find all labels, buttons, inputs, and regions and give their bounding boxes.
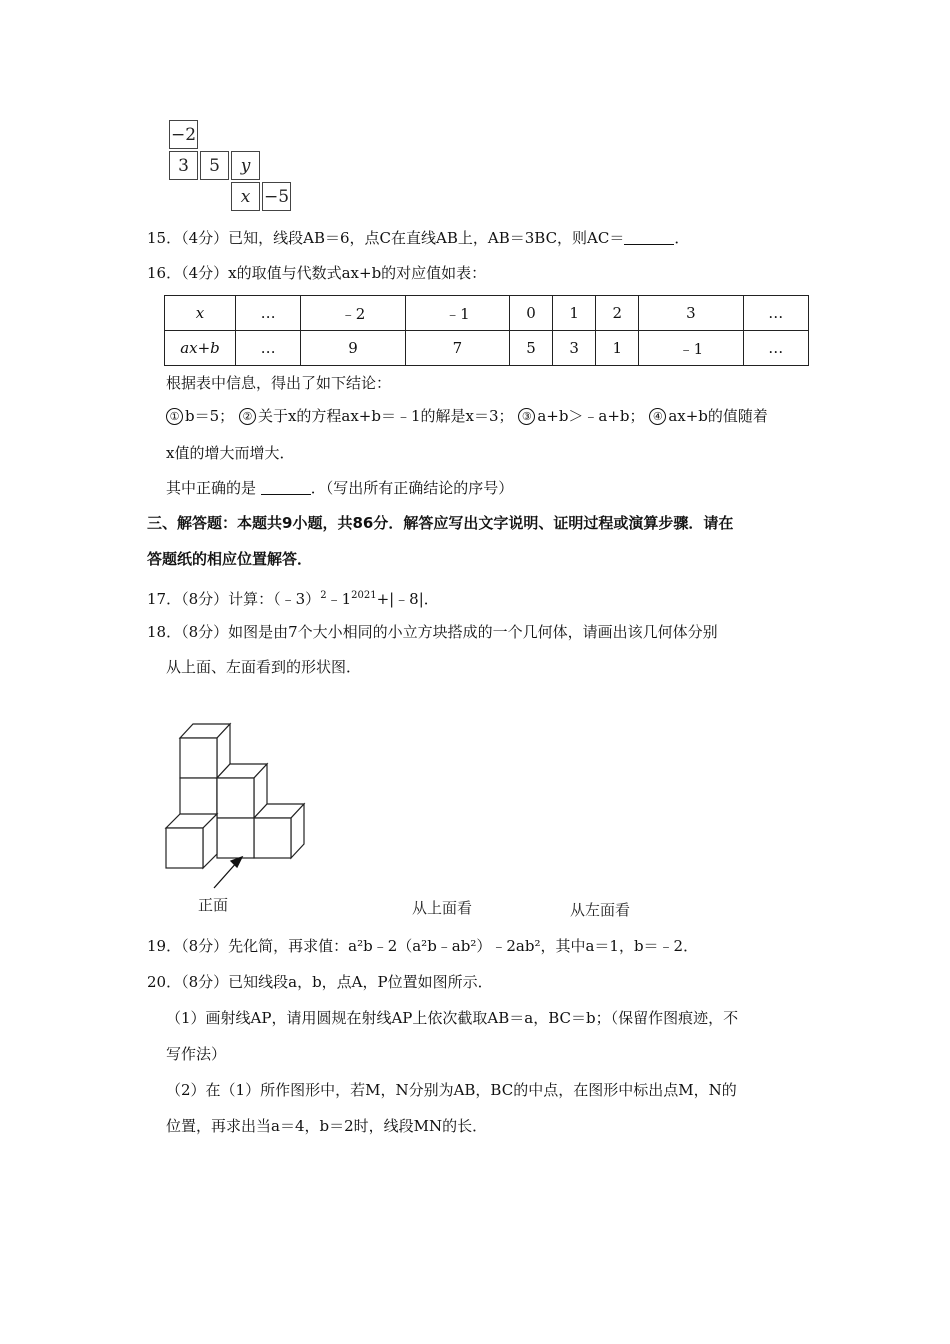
table-cell: 1 bbox=[553, 296, 596, 331]
net-cell: y bbox=[231, 151, 260, 180]
table-cell: 3 bbox=[639, 296, 743, 331]
q16-conclusions bbox=[166, 406, 768, 426]
question-text: x的取值与代数式ax+b的对应值如表： bbox=[228, 264, 487, 282]
question-17 bbox=[147, 586, 439, 609]
table-cell: x bbox=[165, 296, 236, 331]
table-cell: 0 bbox=[510, 296, 553, 331]
exponent: 2021 bbox=[351, 590, 377, 601]
question-16 bbox=[147, 263, 486, 283]
table-row bbox=[165, 331, 809, 366]
table-cell: 7 bbox=[405, 331, 509, 366]
circle-2: ② bbox=[239, 408, 256, 425]
value-table bbox=[164, 295, 809, 366]
section-heading-cont: 答题纸的相应位置解答． bbox=[147, 550, 313, 568]
table-cell: ﹣2 bbox=[301, 296, 405, 331]
table-cell: … bbox=[236, 296, 301, 331]
question-score: （4分） bbox=[181, 264, 229, 282]
table-cell: … bbox=[743, 331, 808, 366]
cube-net-figure bbox=[169, 120, 294, 212]
question-text: 先化简，再求值：a²b﹣2（a²b﹣ab²）﹣2ab²，其中a＝1，b＝﹣2． bbox=[228, 937, 699, 955]
net-cell: −2 bbox=[169, 120, 198, 149]
question-number: 16． bbox=[147, 264, 182, 282]
question-text: ﹣1 bbox=[326, 590, 352, 608]
question-text: 已知，线段AB＝6，点C在直线AB上，AB＝3BC，则AC＝ bbox=[228, 229, 625, 247]
section-heading: 三、解答题：本题共9小题，共86分．解答应写出文字说明、证明过程或演算步骤．请在 bbox=[147, 514, 734, 532]
q20-part1: （1）画射线AP，请用圆规在射线AP上依次截取AB＝a，BC＝b；（保留作图痕迹，不 bbox=[166, 1009, 739, 1027]
question-number: 15． bbox=[147, 229, 182, 247]
question-score: （4分） bbox=[181, 229, 229, 247]
question-text: +|﹣8|． bbox=[376, 590, 439, 608]
cube-faces bbox=[166, 724, 304, 868]
table-cell: 5 bbox=[510, 331, 553, 366]
question-score: （8分） bbox=[181, 973, 229, 991]
net-cell: 5 bbox=[200, 151, 229, 180]
question-score: （8分） bbox=[181, 623, 229, 641]
question-18-cont: 从上面、左面看到的形状图． bbox=[166, 658, 362, 676]
front-arrow bbox=[214, 857, 242, 888]
conclusion-text: 关于x的方程ax+b＝﹣1的解是x＝3； bbox=[257, 407, 514, 425]
circle-1: ① bbox=[166, 408, 183, 425]
question-text: 如图是由7个大小相同的小立方块搭成的一个几何体，请画出该几何体分别 bbox=[228, 623, 718, 641]
top-view-label: 从上面看 bbox=[412, 899, 473, 917]
table-cell: 2 bbox=[596, 296, 639, 331]
left-view-label: 从左面看 bbox=[570, 901, 631, 919]
punctuation: ． bbox=[674, 229, 690, 247]
question-20 bbox=[147, 972, 493, 992]
question-score: （8分） bbox=[181, 590, 229, 608]
table-cell: ﹣1 bbox=[639, 331, 743, 366]
question-number: 18． bbox=[147, 623, 182, 641]
q20-part2-cont: 位置，再求出当a＝4，b＝2时，线段MN的长． bbox=[166, 1117, 488, 1135]
q16-ask bbox=[166, 478, 513, 498]
ask-text: 其中正确的是 bbox=[166, 479, 257, 497]
table-cell: … bbox=[743, 296, 808, 331]
question-number: 19． bbox=[147, 937, 182, 955]
question-19 bbox=[147, 936, 698, 956]
q20-part1-cont: 写作法） bbox=[166, 1045, 227, 1063]
table-cell: … bbox=[236, 331, 301, 366]
exponent: 2 bbox=[320, 590, 327, 601]
circle-4: ④ bbox=[649, 408, 666, 425]
answer-blank bbox=[624, 230, 674, 245]
question-number: 17． bbox=[147, 590, 182, 608]
question-text: 计算：（﹣3） bbox=[228, 590, 321, 608]
net-cell: x bbox=[231, 182, 260, 211]
cube-stack-figure bbox=[160, 718, 320, 908]
net-cell: 3 bbox=[169, 151, 198, 180]
circle-3: ③ bbox=[518, 408, 535, 425]
table-cell: ax+b bbox=[165, 331, 236, 366]
ask-text: ．（写出所有正确结论的序号） bbox=[310, 479, 514, 497]
question-score: （8分） bbox=[181, 937, 229, 955]
q16-intro: 根据表中信息，得出了如下结论： bbox=[166, 374, 392, 392]
conclusion-text: a+b＞﹣a+b； bbox=[537, 407, 645, 425]
q20-part2: （2）在（1）所作图形中，若M，N分别为AB，BC的中点，在图形中标出点M，N的 bbox=[166, 1081, 737, 1099]
answer-blank bbox=[261, 480, 311, 495]
table-cell: ﹣1 bbox=[405, 296, 509, 331]
table-cell: 3 bbox=[553, 331, 596, 366]
front-label: 正面 bbox=[198, 896, 229, 914]
table-row bbox=[165, 296, 809, 331]
table-cell: 9 bbox=[301, 331, 405, 366]
conclusion-text: b＝5； bbox=[185, 407, 235, 425]
q16-continuation: x值的增大而增大． bbox=[166, 444, 295, 462]
net-cell: −5 bbox=[262, 182, 291, 211]
conclusion-text: ax+b的值随着 bbox=[668, 407, 768, 425]
question-15 bbox=[147, 228, 689, 248]
question-number: 20． bbox=[147, 973, 182, 991]
question-18 bbox=[147, 622, 718, 642]
question-text: 已知线段a，b，点A，P位置如图所示． bbox=[228, 973, 493, 991]
table-cell: 1 bbox=[596, 331, 639, 366]
